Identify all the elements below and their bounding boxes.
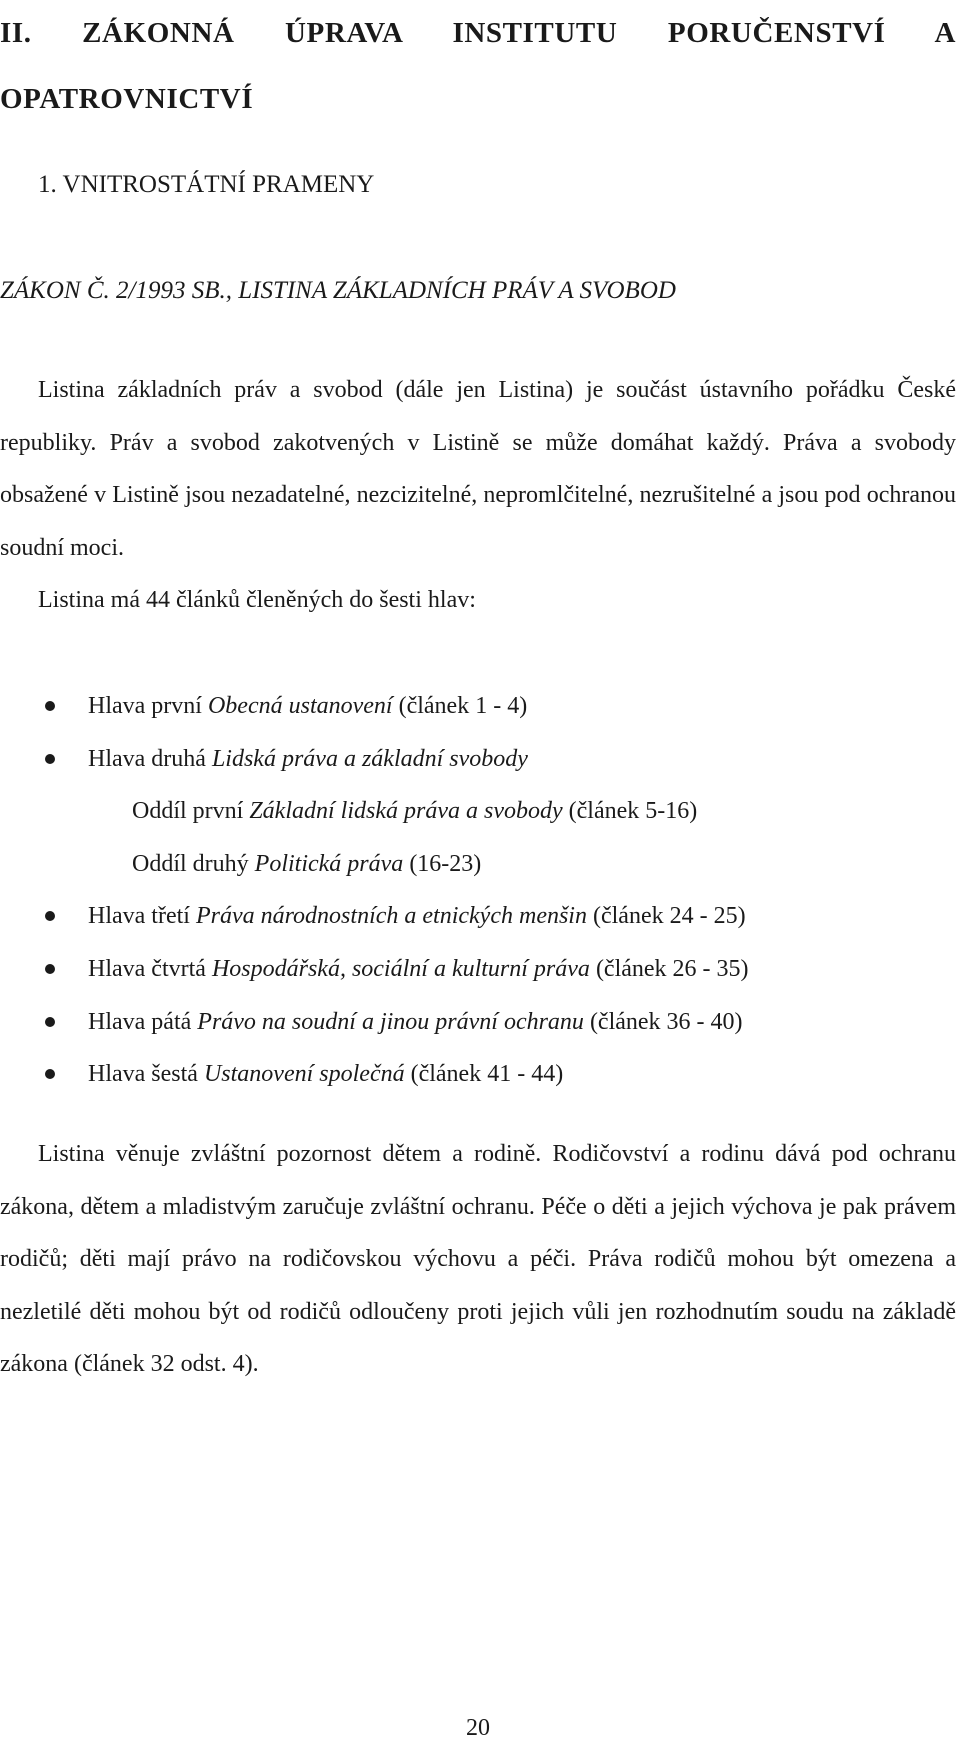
chapter-item: Hlava pátá Právo na soudní a jinou právní ochranu (článek 36 - 40) (0, 996, 956, 1049)
section-heading: 1. VNITROSTÁTNÍ PRAMENY (38, 171, 375, 198)
chapter-title: II. ZÁKONNÁ ÚPRAVA INSTITUTU PORUČENSTVÍ A OPATROVNICTVÍ (0, 17, 956, 115)
bullet-icon (45, 911, 55, 921)
chapter-item: Hlava druhá Lidská práva a základní svobody (0, 733, 956, 786)
law-heading: ZÁKON Č. 2/1993 SB., LISTINA ZÁKLADNÍCH PRÁV A SVOBOD (0, 277, 676, 304)
chapter-title-italic: Ustanovení společná (203, 1061, 405, 1088)
chapter-title-italic: Obecná ustanovení (207, 693, 393, 719)
chapter-count-text: Listina má 44 článků členěných do šesti hlav: (38, 587, 476, 614)
chapter-count-sentence (0, 574, 956, 627)
page-number: 20 (466, 1715, 490, 1741)
family-protection-paragraph (0, 1128, 956, 1391)
chapter-list (0, 680, 956, 1101)
intro-paragraph-text (0, 364, 956, 574)
chapter-title-italic: Práva národnostních a etnických menšin (195, 903, 587, 930)
bullet-icon (45, 1069, 55, 1079)
intro-paragraph (0, 364, 956, 627)
intro-paragraph-body: Listina základních práv a svobod (dále jen Listina) je součást ústavního pořádku České republiky. Práv a svobod zakotvených v Listině se může domáhat každý. Práva a svobody obsažené v Listině jsou nezadatelné, nezcizitelné, nepromlčitelné, nezrušitelné a jsou pod ochranou soudní moci. (0, 377, 956, 561)
chapter-title-italic: Lidská práva a základní svobody (211, 745, 528, 772)
bullet-icon (45, 964, 55, 974)
subsection-title-italic: Politická práva (254, 850, 404, 877)
subsection-title-italic: Základní lidská práva a svobody (249, 798, 563, 825)
bullet-icon (45, 754, 55, 764)
chapter-subsection-item: Oddíl první Základní lidská práva a svobody (článek 5-16) (132, 798, 698, 825)
bullet-icon (45, 1017, 55, 1027)
family-protection-text: Listina věnuje zvláštní pozornost dětem a rodině. Rodičovství a rodinu dává pod ochranu zákona, dětem a mladistvým zaručuje zvláštní ochranu. Péče o děti a jejich výchova je pak právem rodičů; děti mají právo na rodičovskou výchovu a péči. Práva rodičů mohou být omezena a nezletilé děti mohou být od rodičů odloučeny proti jejich vůli jen rozhodnutím soudu na základě zákona (článek 32 odst. 4). (0, 1141, 956, 1378)
chapter-item: Hlava čtvrtá Hospodářská, sociální a kulturní práva (článek 26 - 35) (0, 943, 956, 996)
chapter-item: Hlava první Obecná ustanovení (článek 1 - 4) (0, 680, 956, 733)
chapter-subsection-item: Oddíl druhý Politická práva (16-23) (132, 850, 482, 877)
chapter-title-italic: Právo na soudní a jinou právní ochranu (197, 1008, 584, 1035)
bullet-icon (45, 701, 55, 711)
chapter-item: Hlava šestá Ustanovení společná (článek 41 - 44) (0, 1048, 956, 1101)
chapter-title-italic: Hospodářská, sociální a kulturní práva (211, 955, 590, 982)
chapter-item: Hlava třetí Práva národnostních a etnických menšin (článek 24 - 25) (0, 890, 956, 943)
